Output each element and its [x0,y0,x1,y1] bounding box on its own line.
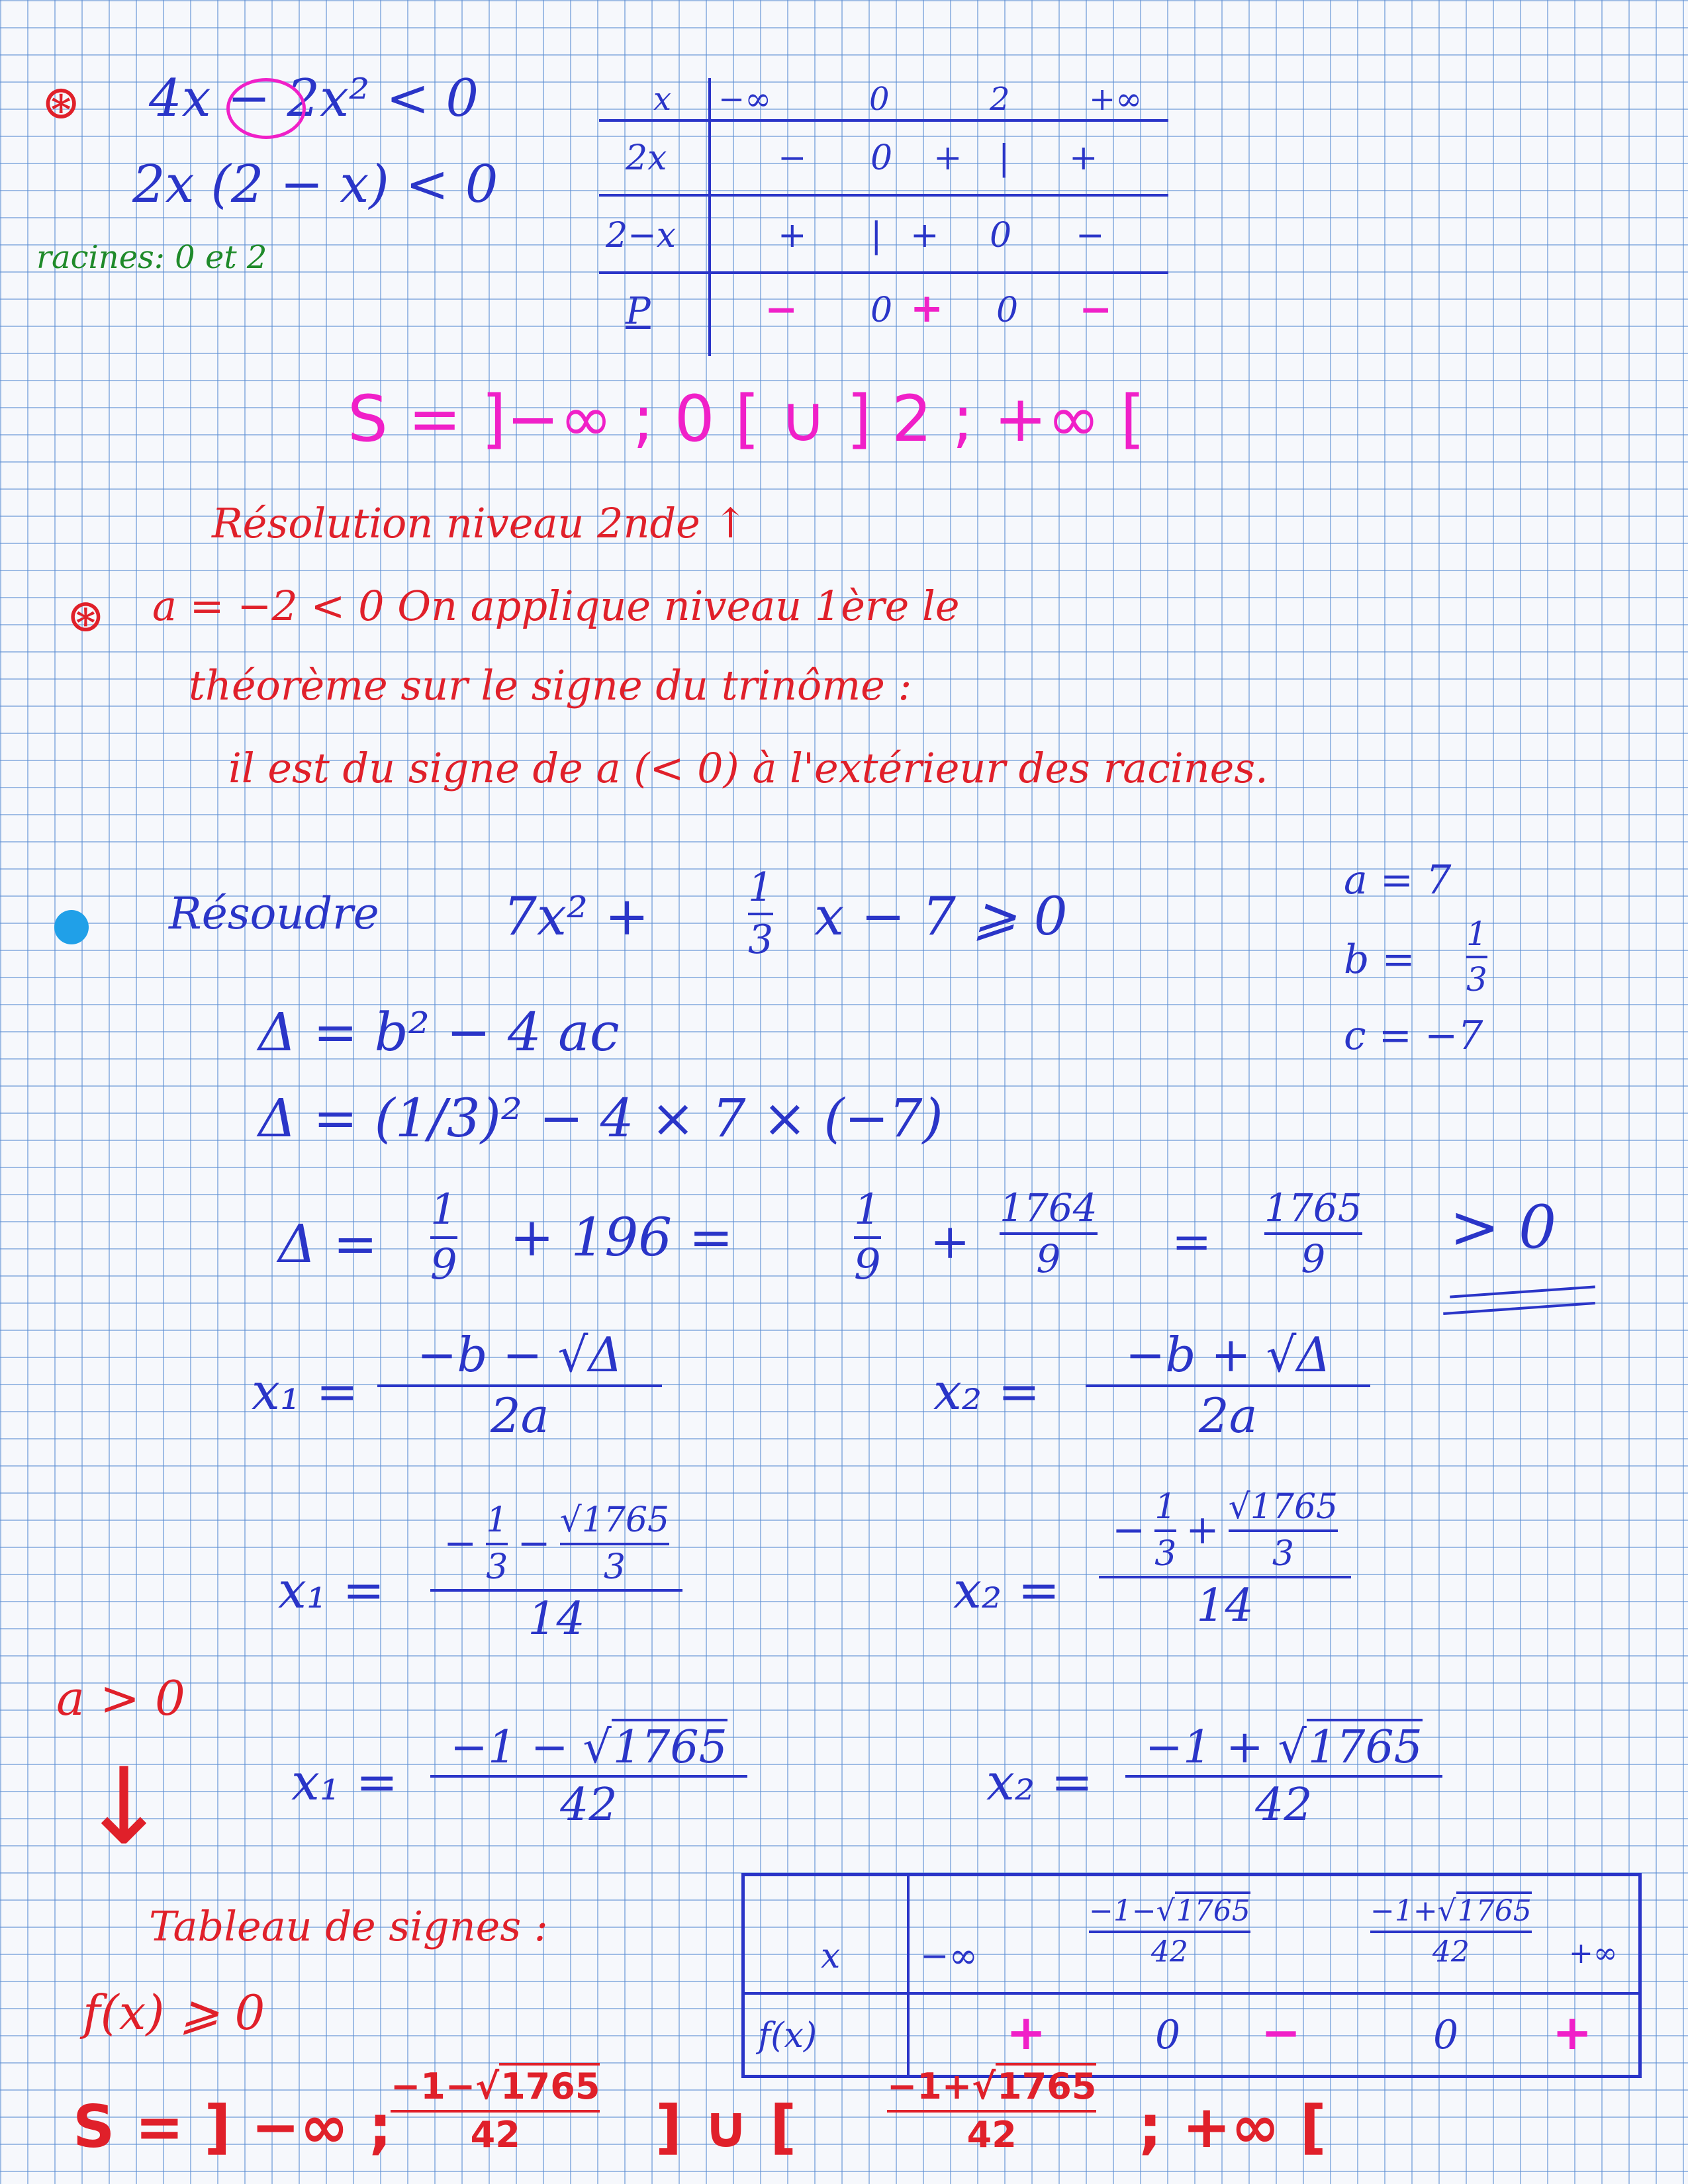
table2-sign: 0 [1155,2012,1181,2058]
x1-sub-sqrt-num: √1765 [559,1500,670,1540]
table1-header-x: x [653,81,672,118]
x2-general-label: x₂ = [933,1362,1041,1421]
table1-row2-cell: + [910,216,939,255]
coeff-c: c = −7 [1344,1013,1483,1059]
table2-root-2-sqrt: 1765 [1456,1891,1532,1928]
x1-final-fraction: −1 − √1765 42 [430,1724,747,1829]
delta-plus: + [930,1214,970,1269]
table1-row1-cell: 0 [870,138,893,178]
x2-general-num: −b + √Δ [1125,1327,1331,1383]
x1-final-num-pre: −1 − [450,1721,569,1774]
coeff-b-num: 1 [1466,915,1487,953]
table2-root-2: −1+√1765 42 [1370,1896,1532,1968]
x1-sub-op: − [517,1520,551,1567]
solution-frac-2-pre: −1+ [887,2066,972,2107]
table1-header-0: 0 [869,81,890,118]
x1-sub-in-num: 1 [486,1500,508,1540]
x1-final-sqrt: 1765 [612,1719,727,1774]
table1-row2-cell: 0 [990,216,1012,255]
x2-final-num-pre: −1 + [1145,1721,1264,1774]
a-positive-note: a > 0 [56,1670,185,1726]
x2-sub-in-num: 1 [1154,1487,1177,1527]
table1-row1-cell: + [933,138,962,178]
table1-header-minf: −∞ [718,81,772,118]
solution-frac-2-den: 42 [966,2113,1017,2156]
solution-frac-2-sqrt: 1765 [996,2063,1096,2107]
inequality-line2: 2x (2 − x) < 0 [132,155,498,214]
fx-condition: f(x) ⩾ 0 [83,1985,265,2040]
table2-pinf: +∞ [1569,1936,1618,1970]
table1-row2-label: 2−x [606,216,676,255]
solution-set-2-frac-1: −1−√1765 42 [391,2068,600,2154]
delta-frac-4-den: 9 [1301,1236,1326,1281]
table2-root-2-den: 42 [1432,1935,1470,1970]
x1-sub-label: x₁ = [278,1561,385,1619]
solution-set-2-lead: S = ] −∞ ; [73,2093,393,2161]
delta-underline [1450,1285,1595,1298]
table2-root-1-sqrt: 1765 [1175,1891,1250,1928]
delta-frac-2-den: 9 [854,1240,881,1290]
x2-sub-op: + [1186,1507,1219,1554]
delta-frac-1 [430,1185,457,1290]
table2-root-1-pre: −1− [1089,1894,1156,1928]
solution-set-2-frac-2: −1+√1765 42 [887,2068,1096,2154]
x1-sub-sqrt-den: 3 [603,1547,626,1587]
equation-right: x − 7 ⩾ 0 [814,886,1068,947]
table1-row3-cell: 0 [870,291,893,330]
x2-general-den: 2a [1198,1387,1258,1443]
table1-header-2: 2 [990,81,1010,118]
table1-row1-cell: | [998,138,1010,178]
bullet-dot [54,910,89,944]
delta-frac-3-num: 1764 [1000,1185,1098,1230]
x1-final-label: x₁ = [291,1752,399,1811]
x1-sub-in-den: 3 [486,1547,508,1587]
table1-row2-cell: | [870,216,882,255]
x2-sub-fraction [1099,1487,1351,1633]
solution-set-2-mid: ] ∪ [ [655,2093,797,2161]
coeff-b-fraction [1466,917,1487,997]
roots-note: racines: 0 et 2 [36,239,267,276]
delta-positive: > 0 [1450,1193,1557,1262]
table2-x-label: x [821,1936,841,1976]
x2-general-fraction [1086,1327,1370,1443]
table1-header-pinf: +∞ [1089,81,1143,118]
delta-frac-1-num: 1 [430,1185,457,1234]
sign-table-2 [741,1873,1642,2078]
x2-sub-den: 14 [1196,1580,1254,1633]
table2-sign: 0 [1433,2012,1459,2058]
table2-sign: − [1261,2005,1301,2060]
delta-frac-2-num: 1 [854,1185,881,1234]
theorem-line3: il est du signe de a (< 0) à l'extérieur des racines. [228,744,1268,792]
equation-fraction-num: 1 [748,864,774,911]
table1-row1-cell: − [778,138,807,178]
x1-general-den: 2a [490,1387,549,1443]
table2-root-2-pre: −1+ [1370,1894,1438,1928]
part2-marker: ⊛ [66,588,105,643]
coeff-b-den: 3 [1466,960,1487,999]
solution-set-2-tail: ; +∞ [ [1139,2093,1327,2161]
delta-frac-3 [1000,1185,1098,1281]
table1-row1-label: 2x [626,138,667,178]
table2-sign: + [1006,2005,1047,2060]
table1-row3-cell: 0 [996,291,1019,330]
table1-row1-cell: + [1069,138,1098,178]
coefficient-circle [226,78,306,139]
x2-sub-in-den: 3 [1154,1533,1177,1574]
delta-lead: Δ = [278,1213,378,1275]
resoudre-heading: Résoudre [169,888,379,939]
delta-formula: Δ = b² − 4 ac [258,1001,620,1063]
down-arrow-icon: ↓ [79,1745,169,1868]
solution-frac-1-pre: −1− [391,2066,476,2107]
delta-equals: = [1172,1214,1212,1269]
equation-left: 7x² + [503,886,649,947]
x1-sub-den: 14 [528,1593,585,1646]
theorem-line2: théorème sur le signe du trinôme : [189,661,912,709]
x2-final-fraction: −1 + √1765 42 [1125,1724,1442,1829]
x2-final-sqrt: 1765 [1307,1719,1423,1774]
table2-f-label: f(x) [758,2016,818,2056]
delta-frac-2 [854,1185,881,1290]
coeff-a: a = 7 [1344,857,1452,903]
delta-frac-4 [1264,1185,1362,1281]
delta-frac-3-den: 9 [1036,1236,1061,1281]
table1-row3-cell: + [910,285,944,332]
x2-sub-sign: − [1112,1507,1146,1554]
table2-minf: −∞ [920,1936,978,1976]
solution-set-1: S = ]−∞ ; 0 [ ∪ ] 2 ; +∞ [ [348,382,1145,456]
level-note: Résolution niveau 2nde ↑ [212,499,748,547]
equation-fraction [748,864,774,963]
equation-fraction-den: 3 [748,917,774,963]
solution-frac-1-den: 42 [470,2113,520,2156]
x2-sub-label: x₂ = [953,1561,1060,1619]
tableau-label: Tableau de signes : [149,1902,548,1950]
table2-sign: + [1552,2005,1593,2060]
sign-table-1 [599,78,1182,356]
table1-row3-cell: − [1079,287,1113,333]
table2-root-1-den: 42 [1150,1935,1188,1970]
table1-row2-cell: − [1076,216,1105,255]
part1-marker: ⊛ [41,74,81,130]
table1-row2-cell: + [778,216,807,255]
delta-frac-1-den: 9 [430,1240,457,1290]
x2-sub-sqrt-den: 3 [1272,1533,1294,1574]
table1-row3-label: P [626,290,651,333]
coeff-b-label: b = [1344,936,1415,983]
x1-sub-fraction [430,1500,682,1646]
solution-frac-1-sqrt: 1765 [499,2063,600,2107]
x2-sub-sqrt-num: √1765 [1228,1487,1338,1527]
x2-final-label: x₂ = [986,1752,1094,1811]
x1-final-den: 42 [560,1779,618,1832]
x1-general-num: −b − √Δ [417,1327,623,1383]
x1-general-label: x₁ = [252,1362,359,1421]
delta-plus-196: + 196 = [510,1206,733,1268]
table1-row3-cell: − [765,287,798,333]
delta-frac-4-num: 1765 [1264,1185,1362,1230]
inequality-line1: 4x − 2x² < 0 [149,69,479,128]
x1-sub-sign: − [444,1520,477,1567]
table2-root-1: −1−√1765 42 [1089,1896,1250,1968]
x2-final-den: 42 [1255,1779,1313,1832]
x1-general-fraction [377,1327,662,1443]
delta-underline [1443,1302,1595,1315]
delta-substitution: Δ = (1/3)² − 4 × 7 × (−7) [258,1087,943,1149]
theorem-line1: a = −2 < 0 On applique niveau 1ère le [152,582,960,630]
